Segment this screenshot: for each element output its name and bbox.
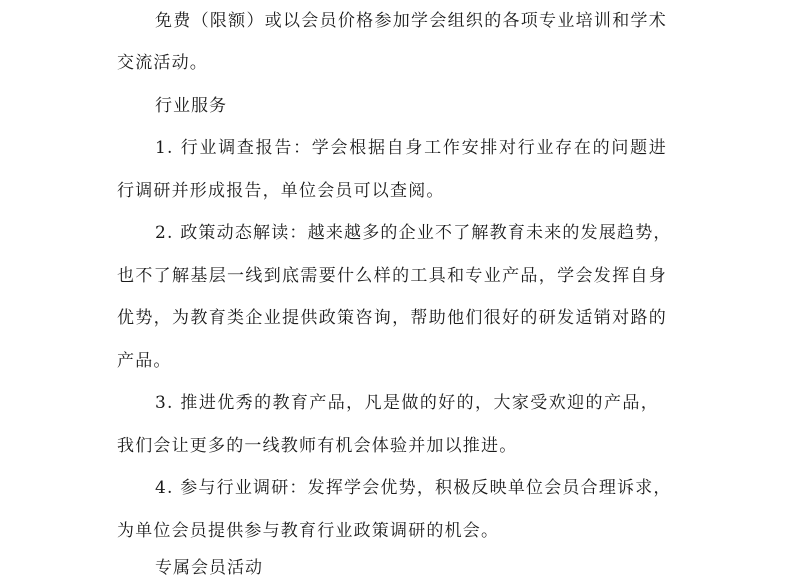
item-2-line-3: 优势，为教育类企业提供政策咨询，帮助他们很好的研发适销对路的 [117, 308, 667, 328]
paragraph-training-line-1: 免费（限额）或以会员价格参加学会组织的各项专业培训和学术 [155, 11, 667, 31]
section-heading-member-activities: 专属会员活动 [155, 558, 263, 578]
item-1-line-2: 行调研并形成报告，单位会员可以查阅。 [117, 181, 445, 201]
item-1-line-1: 1. 行业调查报告：学会根据自身工作安排对行业存在的问题进 [155, 138, 667, 158]
section-heading-industry-service: 行业服务 [155, 96, 227, 116]
item-4-line-2: 为单位会员提供参与教育行业政策调研的机会。 [117, 521, 500, 541]
item-2-line-1: 2. 政策动态解读：越来越多的企业不了解教育未来的发展趋势， [155, 223, 672, 243]
item-3-line-2: 我们会让更多的一线教师有机会体验并加以推进。 [117, 436, 518, 456]
item-2-line-4: 产品。 [117, 351, 172, 371]
item-3-line-1: 3. 推进优秀的教育产品，凡是做的好的，大家受欢迎的产品， [155, 393, 659, 413]
paragraph-training-line-2: 交流活动。 [117, 53, 208, 73]
item-4-line-1: 4. 参与行业调研：发挥学会优势，积极反映单位会员合理诉求， [155, 478, 672, 498]
item-2-line-2: 也不了解基层一线到底需要什么样的工具和专业产品，学会发挥自身 [117, 266, 667, 286]
